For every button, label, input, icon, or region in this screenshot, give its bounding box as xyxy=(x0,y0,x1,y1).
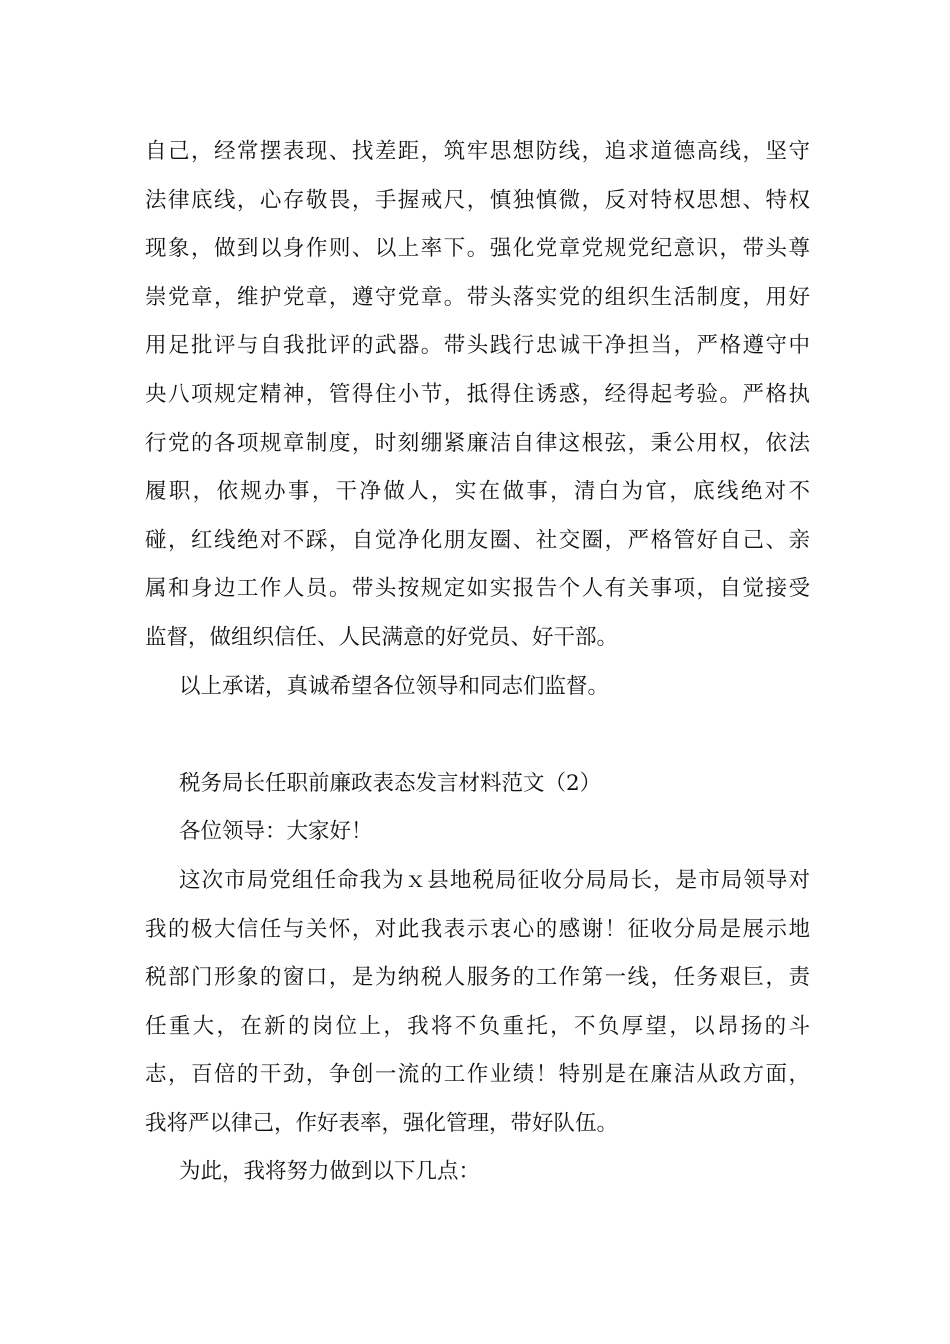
paragraph-line: 行党的各项规章制度，时刻绷紧廉洁自律这根弦，秉公用权，依法 xyxy=(145,430,810,456)
closing-statement: 以上承诺，真诚希望各位领导和同志们监督。 xyxy=(179,673,610,699)
paragraph-line: 央八项规定精神，管得住小节，抵得住诱惑，经得起考验。严格执 xyxy=(145,381,810,407)
paragraph-line: 现象，做到以身作则、以上率下。强化党章党规党纪意识，带头尊 xyxy=(145,236,810,262)
paragraph-line: 自己，经常摆表现、找差距，筑牢思想防线，追求道德高线，坚守 xyxy=(145,139,810,164)
paragraph-line: 为此，我将努力做到以下几点： xyxy=(179,1159,481,1185)
paragraph-line: 这次市局党组任命我为ｘ县地税局征收分局局长，是市局领导对 xyxy=(179,867,810,893)
paragraph-line: 税部门形象的窗口，是为纳税人服务的工作第一线，任务艰巨，责 xyxy=(145,965,810,991)
paragraph-line: 碰，红线绝对不踩，自觉净化朋友圈、社交圈，严格管好自己、亲 xyxy=(145,527,810,553)
section-2-body xyxy=(145,760,810,1197)
paragraph-line: 属和身边工作人员。带头按规定如实报告个人有关事项，自觉接受 xyxy=(145,576,810,602)
paragraph-line: 我将严以律己，作好表率，强化管理，带好队伍。 xyxy=(145,1110,619,1136)
paragraph-line: 崇党章，维护党章，遵守党章。带头落实党的组织生活制度，用好 xyxy=(145,284,810,310)
paragraph-line: 监督，做组织信任、人民满意的好党员、好干部。 xyxy=(145,624,619,650)
paragraph-line: 履职，依规办事，干净做人，实在做事，清白为官，底线绝对不 xyxy=(145,479,810,505)
greeting: 各位领导：大家好！ xyxy=(179,819,373,845)
paragraph-line: 志，百倍的干劲，争创一流的工作业绩！特别是在廉洁从政方面， xyxy=(145,1062,810,1088)
document-page xyxy=(145,128,810,1197)
paragraph-line: 任重大，在新的岗位上，我将不负重托，不负厚望，以昂扬的斗 xyxy=(145,1013,810,1039)
section-1-body xyxy=(145,128,810,711)
section-title: 税务局长任职前廉政表态发言材料范文（2） xyxy=(179,770,602,796)
paragraph-line: 法律底线，心存敬畏，手握戒尺，慎独慎微，反对特权思想、特权 xyxy=(145,187,810,213)
paragraph-line: 我的极大信任与关怀，对此我表示衷心的感谢！征收分局是展示地 xyxy=(145,916,810,942)
section-spacer xyxy=(145,711,810,760)
paragraph-line: 用足批评与自我批评的武器。带头践行忠诚干净担当，严格遵守中 xyxy=(145,333,810,359)
